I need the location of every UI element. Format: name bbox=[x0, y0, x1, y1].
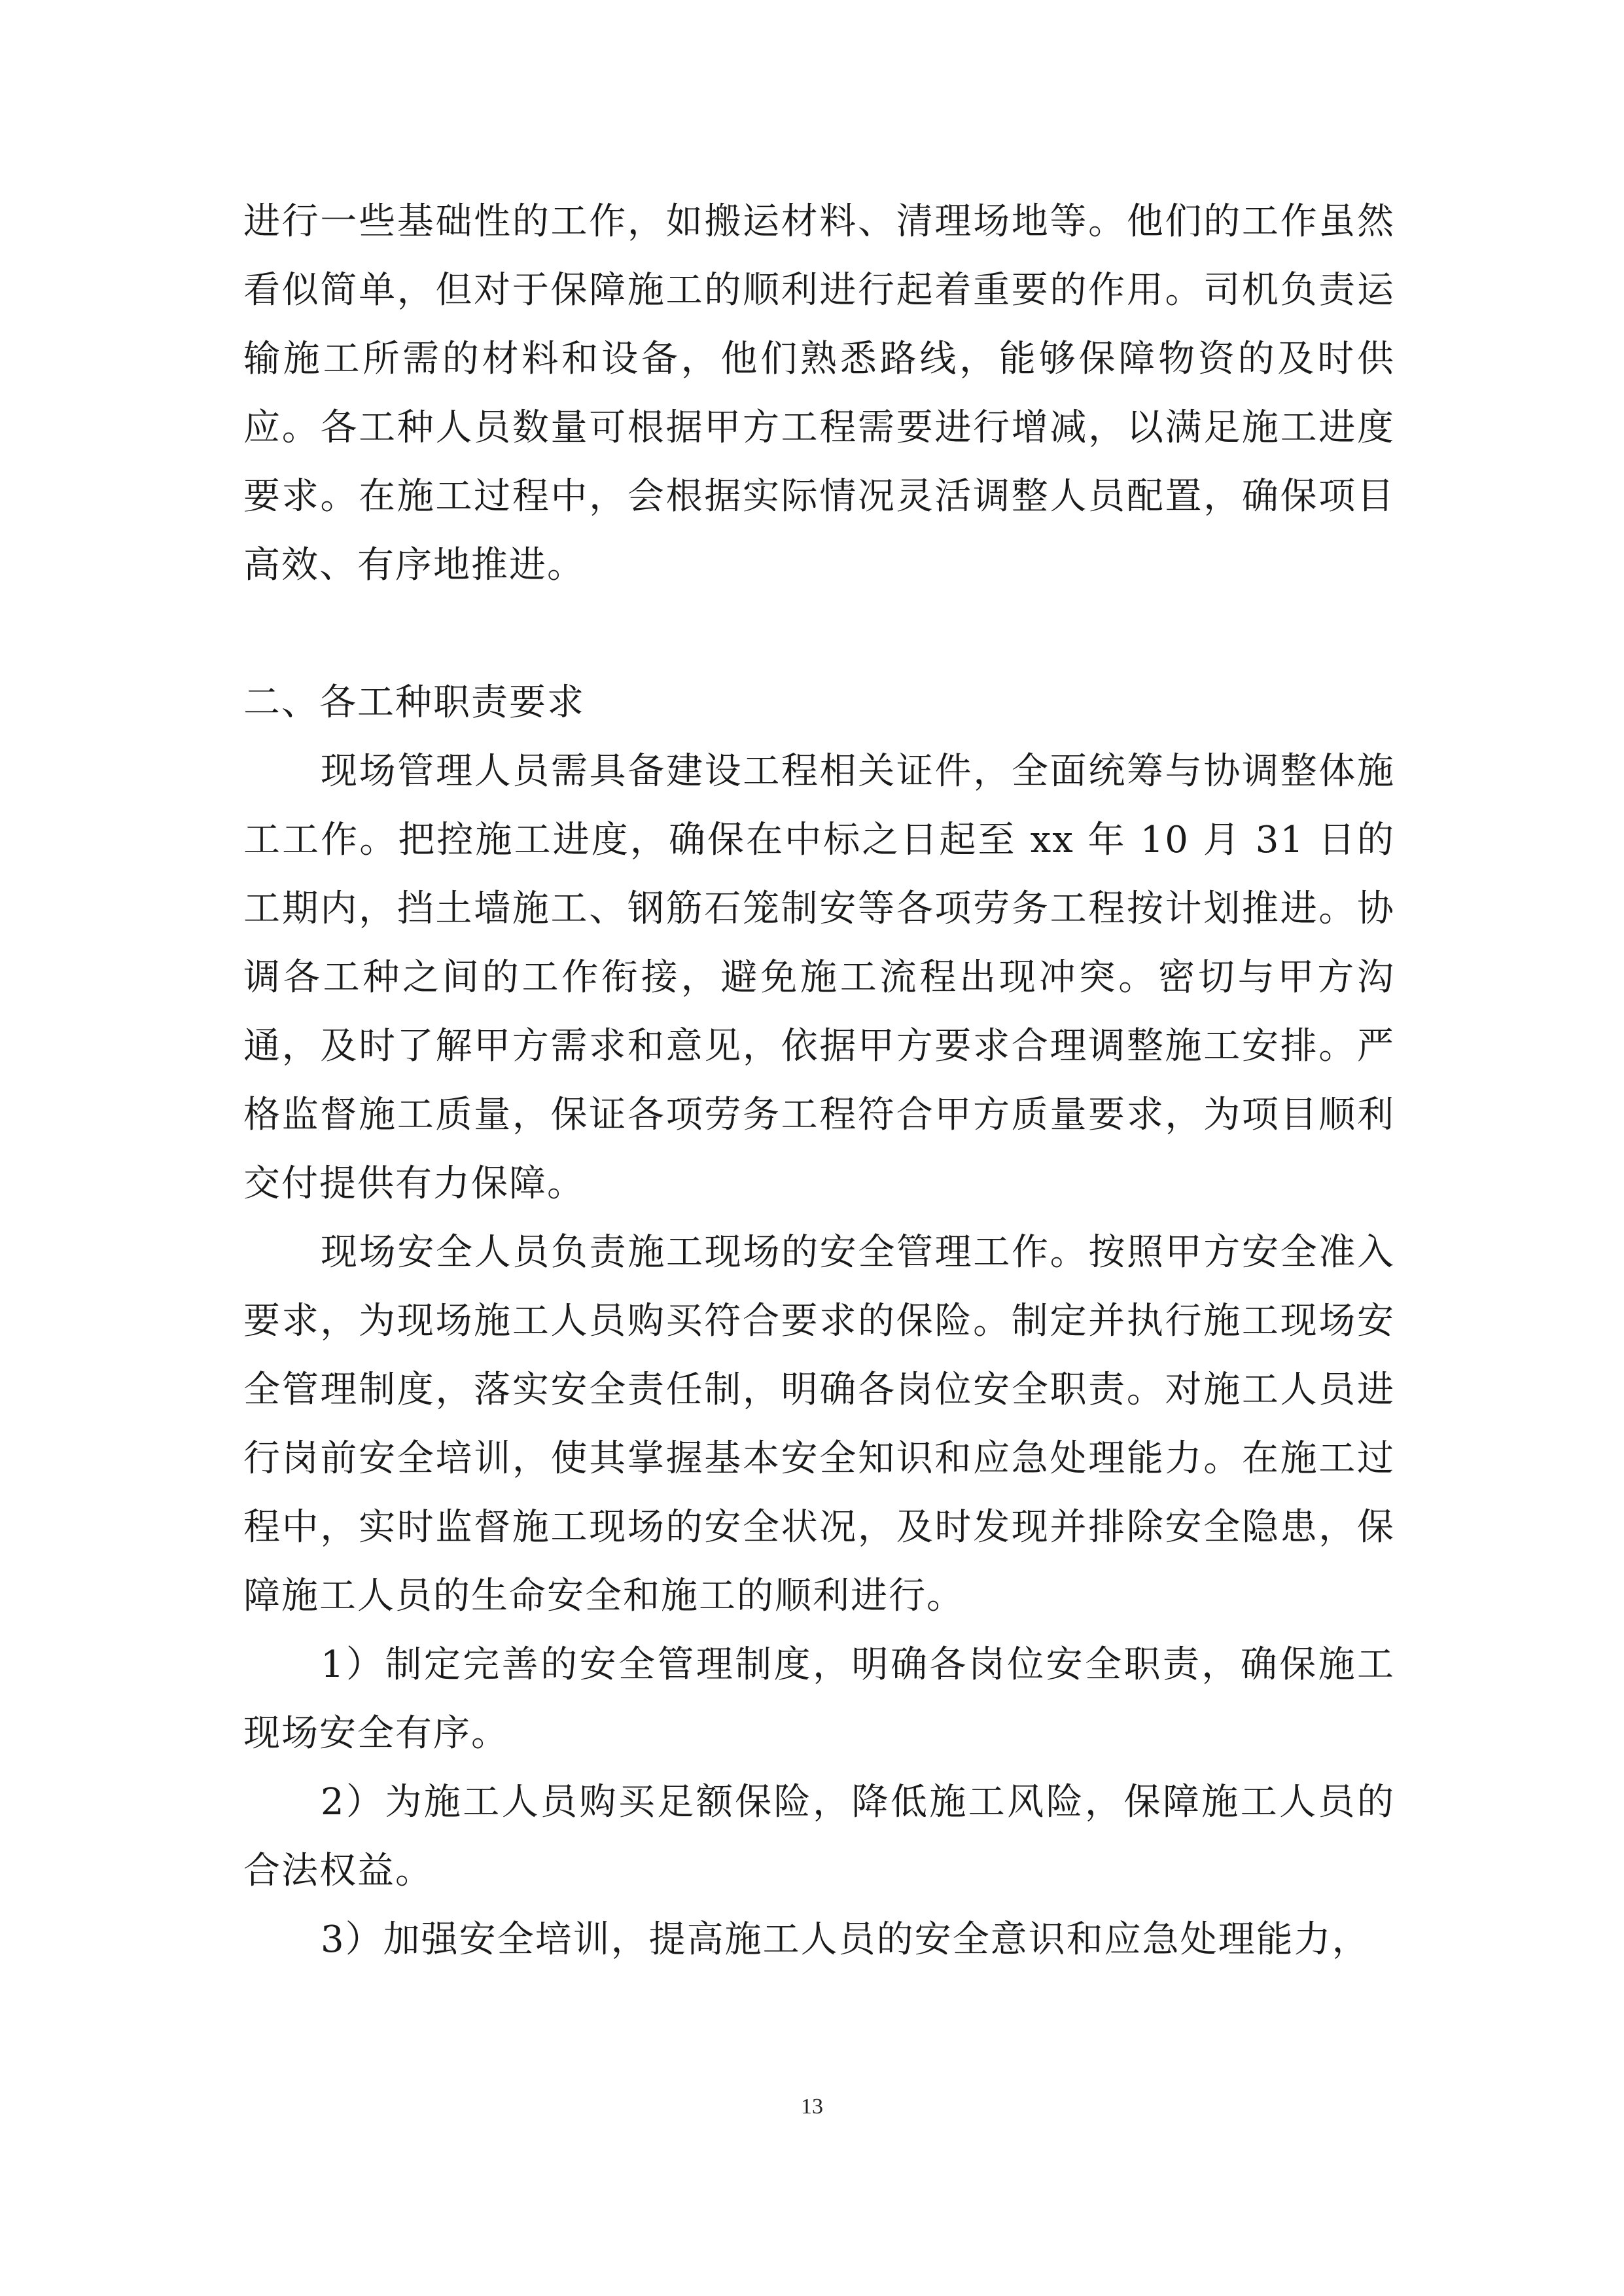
paragraph-site-management: 现场管理人员需具备建设工程相关证件，全面统筹与协调整体施工工作。把控施工进度，确保在中标之日起至 xx 年 10 月 31 日的工期内，挡土墙施工、钢筋石笼制安等各项劳务工程按计划推进。协调各工种之间的工作衔接，避免施工流程出现冲突。密切与甲方沟通，及时了解甲方需求和意见，依据甲方要求合理调整施工安排。严格监督施工质量，保证各项劳务工程符合甲方质量要求，为项目顺利交付提供有力保障。 bbox=[243, 750, 1395, 1205]
paragraph-site-safety: 现场安全人员负责施工现场的安全管理工作。按照甲方安全准入要求，为现场施工人员购买符合要求的保险。制定并执行施工现场安全管理制度，落实安全责任制，明确各岗位安全职责。对施工人员进行岗前安全培训，使其掌握基本安全知识和应急处理能力。在施工过程中，实时监督施工现场的安全状况，及时发现并排除安全隐患，保障施工人员的生命安全和施工的顺利进行。 bbox=[243, 1231, 1395, 1617]
document-body bbox=[243, 187, 1395, 1974]
list-item-safety-system: 1）制定完善的安全管理制度，明确各岗位安全职责，确保施工现场安全有序。 bbox=[243, 1643, 1395, 1755]
page-number: 13 bbox=[801, 2094, 823, 2119]
list-item-safety-training: 3）加强安全培训，提高施工人员的安全意识和应急处理能力， bbox=[321, 1918, 1370, 1961]
section-heading: 二、各工种职责要求 bbox=[243, 681, 585, 724]
list-item-insurance: 2）为施工人员购买足额保险，降低施工风险，保障施工人员的合法权益。 bbox=[243, 1781, 1395, 1892]
paragraph-workers-roles: 进行一些基础性的工作，如搬运材料、清理场地等。他们的工作虽然看似简单，但对于保障施工的顺利进行起着重要的作用。司机负责运输施工所需的材料和设备，他们熟悉路线，能够保障物资的及时供应。各工种人员数量可根据甲方工程需要进行增减，以满足施工进度要求。在施工过程中，会根据实际情况灵活调整人员配置，确保项目高效、有序地推进。 bbox=[243, 200, 1395, 586]
